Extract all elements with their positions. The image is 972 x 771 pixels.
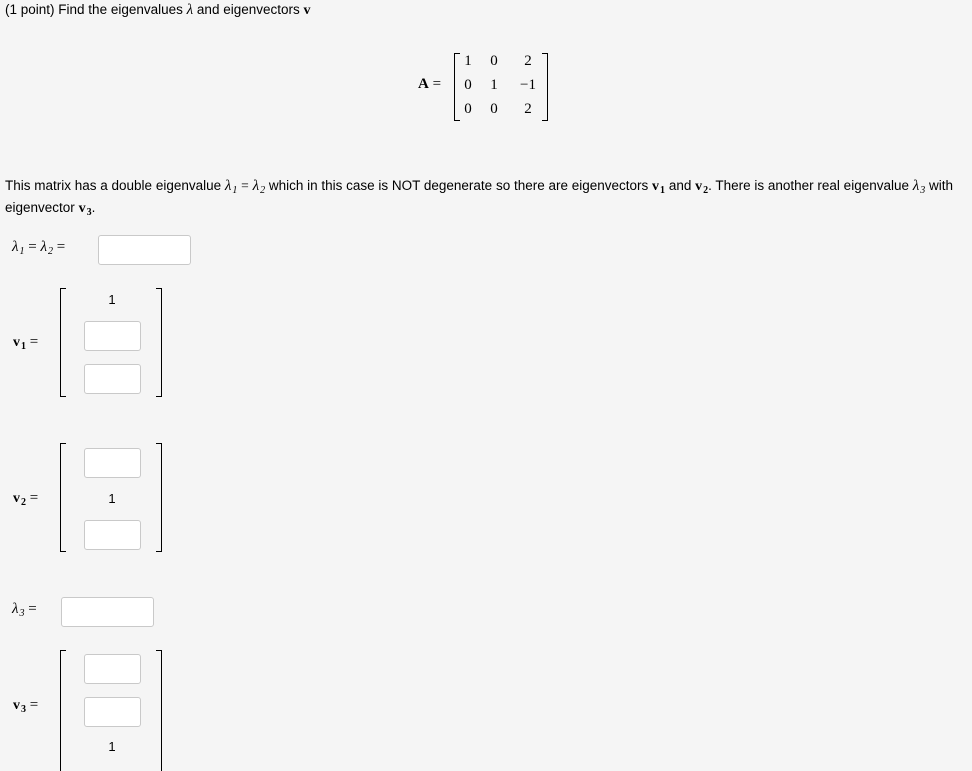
description-paragraph — [5, 176, 967, 220]
v-symbol: v — [13, 698, 20, 713]
lambda-symbol: λ — [12, 239, 19, 255]
matrix-equals: = — [432, 76, 442, 92]
matrix-cell: 2 — [524, 101, 532, 117]
subscript: 1 — [232, 185, 238, 196]
problem-prompt: Find the eigenvalues — [58, 2, 183, 17]
subscript: 3 — [21, 704, 26, 715]
problem-points: (1 point) — [5, 2, 55, 17]
lambda-symbol: λ — [252, 178, 260, 194]
subscript: 1 — [21, 341, 26, 352]
lambda3-input[interactable] — [61, 597, 154, 627]
equals-sign: = — [29, 697, 39, 713]
matrix-a-label — [418, 76, 441, 93]
lambda-symbol: λ — [912, 178, 920, 194]
equals-sign: = — [241, 178, 249, 193]
lambda12-label — [12, 239, 65, 256]
lambda12-input[interactable] — [98, 235, 191, 265]
v2-entry3-input[interactable] — [84, 520, 141, 550]
v-symbol: v — [652, 179, 660, 194]
subscript: 3 — [19, 608, 25, 619]
description-text: which in this case is NOT degenerate so there are eigenvectors — [268, 178, 649, 193]
v1-label — [13, 334, 38, 351]
subscript: 3 — [86, 207, 92, 218]
v2-label — [13, 490, 38, 507]
subscript: 2 — [260, 185, 266, 196]
lambda-symbol: λ — [186, 2, 194, 18]
matrix-a — [418, 50, 558, 122]
v1-fixed-entry: 1 — [108, 292, 116, 307]
v3-right-bracket — [156, 650, 162, 771]
equals-sign: = — [28, 239, 37, 255]
description-text: with eigenvector — [5, 178, 954, 215]
subscript: 3 — [920, 185, 926, 196]
subscript: 2 — [703, 185, 709, 196]
matrix-cell: 0 — [490, 53, 498, 69]
lambda-symbol: λ — [12, 601, 19, 617]
matrix-cell: 1 — [464, 53, 472, 69]
lambda3-label — [12, 601, 37, 618]
problem-header — [5, 1, 311, 20]
v3-left-bracket — [60, 650, 66, 771]
description-text: . — [91, 200, 96, 215]
equals-sign: = — [29, 490, 39, 506]
matrix-name: A — [418, 76, 429, 92]
v3-entry1-input[interactable] — [84, 654, 141, 684]
v-symbol: v — [78, 201, 86, 216]
matrix-cell: 0 — [490, 101, 498, 117]
v1-right-bracket — [156, 288, 162, 397]
equals-sign: = — [29, 334, 39, 350]
matrix-cell: 0 — [464, 77, 472, 93]
subscript: 1 — [660, 185, 666, 196]
description-text: and — [668, 178, 692, 193]
equals-sign: = — [56, 239, 66, 255]
v-symbol: v — [303, 3, 311, 18]
v3-label — [13, 697, 38, 714]
v1-entry3-input[interactable] — [84, 364, 141, 394]
v3-entry2-input[interactable] — [84, 697, 141, 727]
equals-sign: = — [28, 601, 37, 617]
problem-and-text: and eigenvectors — [196, 2, 300, 17]
v2-fixed-entry: 1 — [108, 491, 116, 506]
subscript: 2 — [47, 246, 53, 257]
v1-entry2-input[interactable] — [84, 321, 141, 351]
v2-right-bracket — [156, 443, 162, 552]
lambda-symbol: λ — [224, 178, 232, 194]
v3-fixed-entry: 1 — [108, 739, 116, 754]
matrix-cell: 1 — [490, 77, 498, 93]
description-text: This matrix has a double eigenvalue — [5, 178, 222, 193]
v2-left-bracket — [60, 443, 66, 552]
v-symbol: v — [13, 491, 20, 506]
subscript: 1 — [19, 246, 25, 257]
matrix-cell: −1 — [520, 77, 536, 93]
description-text: . There is another real eigenvalue — [708, 178, 909, 193]
lambda-symbol: λ — [40, 239, 47, 255]
matrix-right-bracket — [542, 53, 548, 121]
v1-left-bracket — [60, 288, 66, 397]
subscript: 2 — [21, 497, 26, 508]
v-symbol: v — [695, 179, 703, 194]
v2-entry1-input[interactable] — [84, 448, 141, 478]
matrix-cell: 0 — [464, 101, 472, 117]
v-symbol: v — [13, 335, 20, 350]
matrix-cell: 2 — [524, 53, 532, 69]
